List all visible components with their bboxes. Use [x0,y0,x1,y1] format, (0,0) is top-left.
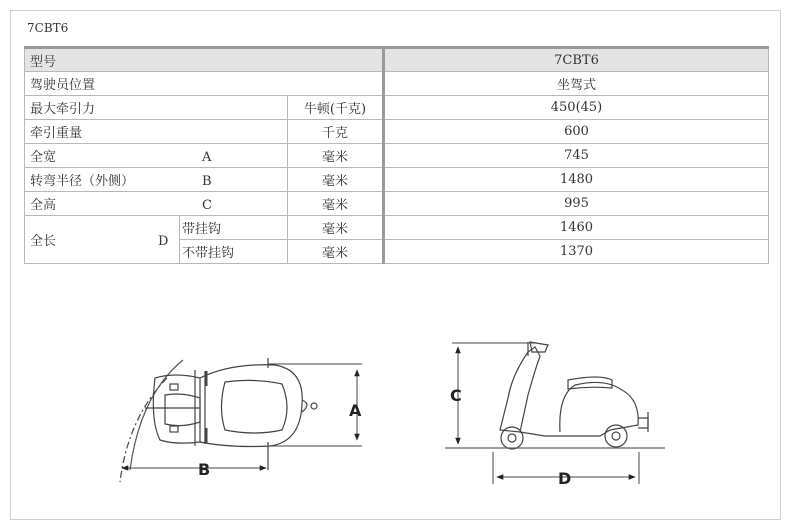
seat-label: 驾驶员位置 [25,72,384,96]
traction-value: 450(45) [384,96,769,120]
with-hook-label: 带挂钩 [180,216,288,240]
radius-code: B [202,174,212,189]
traction-unit: 牛顿(千克) [288,96,384,120]
dim-d-label: D [558,469,572,488]
height-unit: 毫米 [288,192,384,216]
radius-value: 1480 [384,168,769,192]
height-value: 995 [384,192,769,216]
dim-b-label: B [198,460,211,479]
height-label: 全高 [30,198,57,213]
radius-label: 转弯半径（外侧） [30,174,135,189]
model-label: 型号 [25,48,384,72]
without-hook-unit: 毫米 [288,240,384,264]
weight-value: 600 [384,120,769,144]
side-view-diagram [445,342,665,449]
dimension-c-lines [452,343,535,444]
length-code: D [158,234,169,249]
width-code: A [202,150,212,165]
top-view-diagram [120,358,317,482]
document-title: 7CBT6 [27,21,69,35]
weight-label: 牵引重量 [25,120,288,144]
without-hook-value: 1370 [384,240,769,264]
height-code: C [202,198,212,213]
length-label: 全长 [30,234,57,249]
without-hook-label: 不带挂钩 [180,240,288,264]
with-hook-unit: 毫米 [288,216,384,240]
with-hook-value: 1460 [384,216,769,240]
width-unit: 毫米 [288,144,384,168]
width-label: 全宽 [30,150,57,165]
weight-unit: 千克 [288,120,384,144]
dim-c-label: C [450,386,462,405]
traction-label: 最大牵引力 [25,96,288,120]
dimension-a-lines [268,364,362,446]
width-value: 745 [384,144,769,168]
radius-unit: 毫米 [288,168,384,192]
dim-a-label: A [349,401,362,420]
model-value: 7CBT6 [384,48,769,72]
seat-value: 坐驾式 [384,72,769,96]
